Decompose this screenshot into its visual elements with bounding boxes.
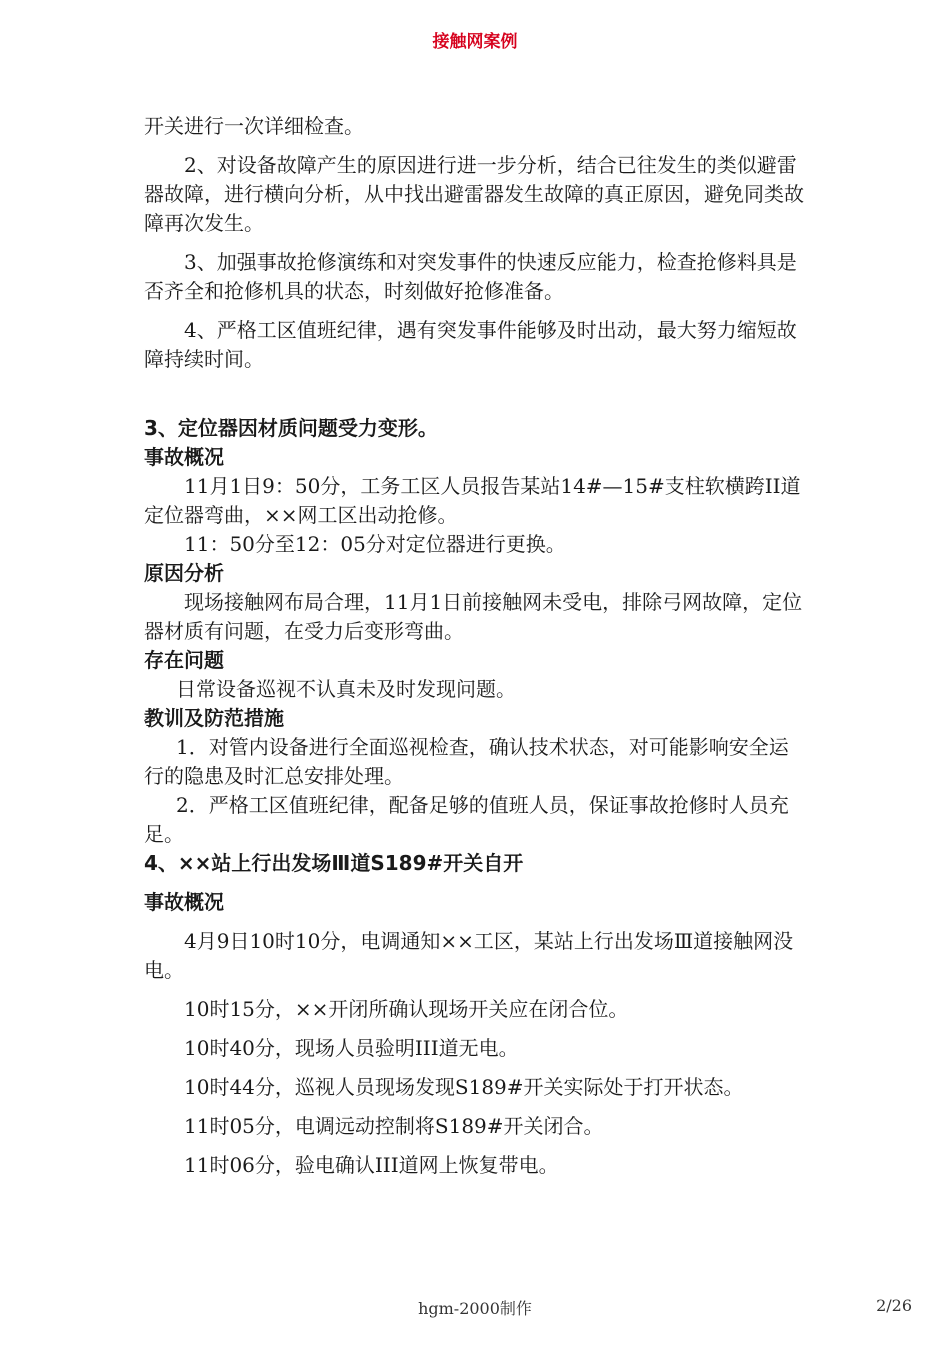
document-body [144,112,806,1180]
section-heading: 教训及防范措施 [144,706,284,730]
case-title: 4、××站上行出发场Ⅲ道S189#开关自开 [144,851,524,875]
paragraph: 10时44分，巡视人员现场发现S189#开关实际处于打开状态。 [184,1075,744,1099]
section-heading: 事故概况 [144,890,224,914]
paragraph: 10时15分，××开闭所确认现场开关应在闭合位。 [184,997,629,1021]
paragraph: 10时40分，现场人员验明III道无电。 [184,1036,519,1060]
section-heading: 存在问题 [144,648,224,672]
section-heading: 事故概况 [144,445,224,469]
paragraph: 11时05分，电调远动控制将S189#开关闭合。 [184,1114,604,1138]
paragraph: 日常设备巡视不认真未及时发现问题。 [176,677,516,701]
paragraph: 11月1日9：50分，工务工区人员报告某站14#—15#支柱软横跨II道定位器弯曲，××网工区出动抢修。 [144,474,801,527]
case-title: 3、定位器因材质问题受力变形。 [144,416,438,440]
paragraph: 11时06分，验电确认III道网上恢复带电。 [184,1153,559,1177]
paragraph: 4月9日10时10分，电调通知××工区，某站上行出发场Ⅲ道接触网没电。 [144,929,794,982]
paragraph: 2．严格工区值班纪律，配备足够的值班人员，保证事故抢修时人员充足。 [144,793,789,846]
paragraph: 4、严格工区值班纪律，遇有突发事件能够及时出动，最大努力缩短故障持续时间。 [144,318,797,371]
section-heading: 原因分析 [144,561,224,585]
paragraph: 开关进行一次详细检查。 [144,114,364,138]
paragraph: 1．对管内设备进行全面巡视检查，确认技术状态，对可能影响安全运行的隐患及时汇总安排处理。 [144,735,789,788]
paragraph: 现场接触网布局合理，11月1日前接触网未受电，排除弓网故障，定位器材质有问题，在受力后变形弯曲。 [144,590,803,643]
paragraph: 2、对设备故障产生的原因进行进一步分析，结合已往发生的类似避雷器故障，进行横向分析，从中找出避雷器发生故障的真正原因，避免同类故障再次发生。 [144,153,804,235]
page-number: 2/26 [876,1296,912,1315]
footer-producer: hgm-2000制作 [418,1299,532,1318]
page-header-title: 接触网案例 [432,32,518,52]
paragraph: 3、加强事故抢修演练和对突发事件的快速反应能力，检查抢修料具是否齐全和抢修机具的状态，时刻做好抢修准备。 [144,250,797,303]
paragraph: 11：50分至12：05分对定位器进行更换。 [184,532,566,556]
